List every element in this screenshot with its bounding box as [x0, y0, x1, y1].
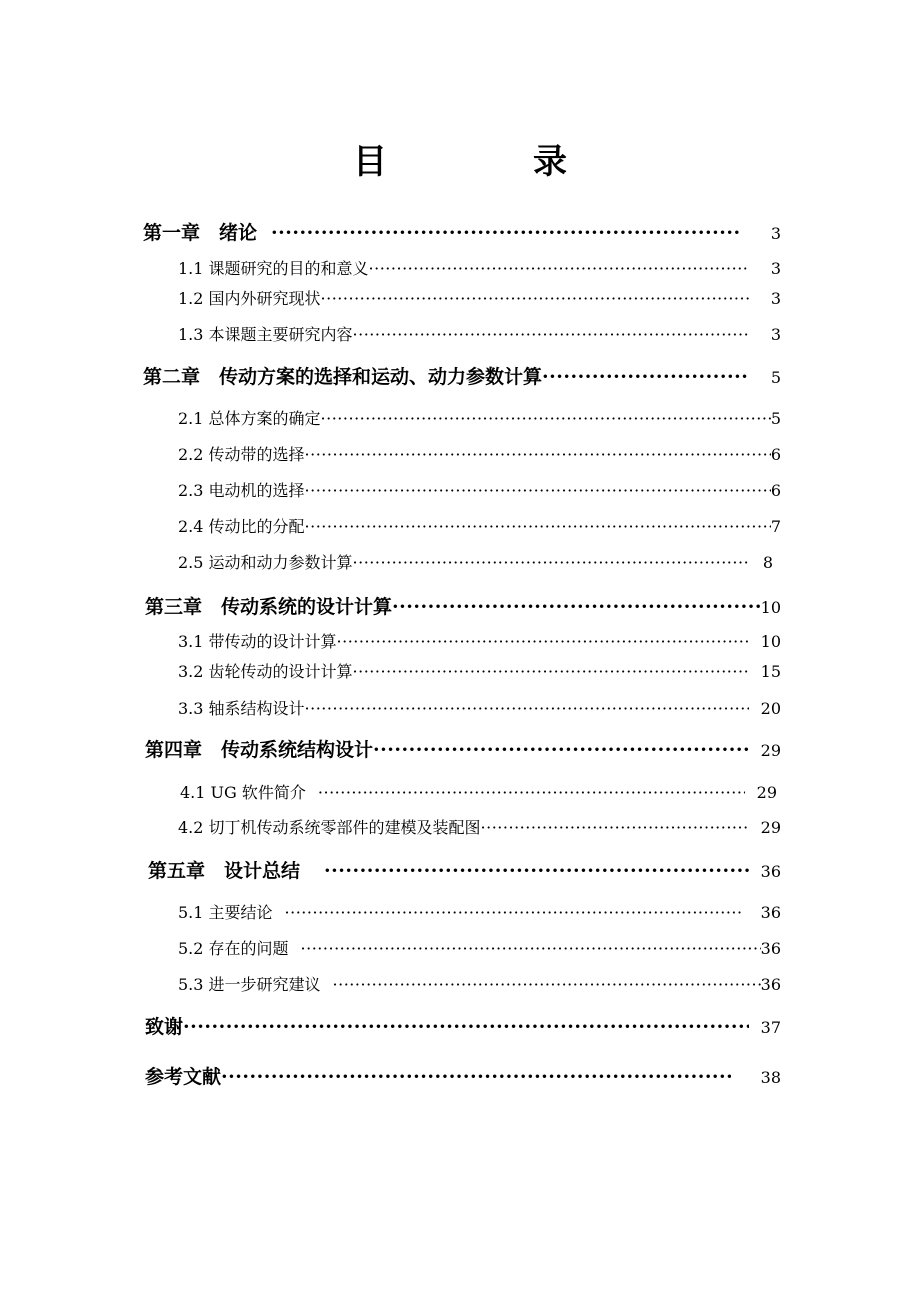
- toc-entry-references[interactable]: [145, 1062, 781, 1092]
- toc-entry-page: 7: [770, 517, 781, 536]
- dot-leader: [321, 284, 749, 314]
- toc-entry-page: 3: [770, 259, 781, 278]
- toc-entry-page: 5: [770, 409, 781, 428]
- toc-entry-section-5-1[interactable]: [178, 898, 781, 928]
- dot-leader: [337, 627, 749, 657]
- dot-leader: [305, 512, 771, 542]
- dot-leader: [392, 592, 761, 622]
- toc-entry-label: 4.2 切丁机传动系统零部件的建模及装配图: [178, 818, 481, 837]
- toc-entry-page: 36: [760, 975, 781, 994]
- toc-entry-label: 参考文献: [145, 1066, 222, 1088]
- toc-entry-section-1-2[interactable]: [178, 284, 781, 314]
- dot-leader: [305, 476, 771, 506]
- dot-leader: [542, 362, 749, 392]
- toc-entry-page: 15: [760, 662, 781, 681]
- toc-entry-page: 29: [760, 818, 781, 837]
- toc-entry-page: 36: [760, 903, 781, 922]
- toc-entry-section-4-1[interactable]: [180, 778, 777, 808]
- toc-title: 目 录: [353, 142, 623, 182]
- toc-entry-section-2-5[interactable]: [178, 548, 773, 578]
- toc-entry-label: 第五章 设计总结: [148, 860, 301, 882]
- toc-entry-section-2-1[interactable]: [178, 404, 781, 434]
- toc-entry-label: 5.3 进一步研究建议: [178, 975, 321, 994]
- toc-entry-section-1-1[interactable]: [178, 254, 781, 284]
- dot-leader: [369, 254, 749, 284]
- toc-entry-page: 3: [770, 289, 781, 308]
- dot-leader: [285, 898, 741, 928]
- dot-leader: [481, 813, 749, 843]
- toc-entry-label: 第三章 传动系统的设计计算: [145, 596, 393, 618]
- dot-leader: [183, 1012, 749, 1042]
- dot-leader: [221, 1062, 731, 1092]
- toc-entry-page: 8: [762, 553, 773, 572]
- dot-leader: [353, 548, 749, 578]
- toc-entry-label: 2.1 总体方案的确定: [178, 409, 321, 428]
- toc-entry-page: 10: [760, 598, 781, 617]
- dot-leader: [318, 778, 745, 808]
- dot-leader: [324, 856, 749, 886]
- toc-entry-page: 3: [770, 224, 781, 243]
- dot-leader: [353, 657, 749, 687]
- toc-entry-section-3-3[interactable]: [178, 694, 781, 724]
- dot-leader: [373, 735, 749, 765]
- toc-entry-label: 2.4 传动比的分配: [178, 517, 305, 536]
- toc-entry-chapter-2[interactable]: [143, 362, 781, 392]
- toc-entry-page: 29: [756, 783, 777, 802]
- toc-entry-label: 5.1 主要结论: [178, 903, 273, 922]
- toc-entry-section-2-3[interactable]: [178, 476, 781, 506]
- toc-entry-section-5-3[interactable]: [178, 970, 781, 1000]
- toc-entry-label: 致谢: [145, 1016, 184, 1038]
- dot-leader: [333, 970, 761, 1000]
- toc-entry-label: 2.3 电动机的选择: [178, 481, 305, 500]
- toc-entry-chapter-3[interactable]: [145, 592, 781, 622]
- toc-entry-section-3-1[interactable]: [178, 627, 781, 657]
- toc-entry-label: 1.3 本课题主要研究内容: [178, 325, 353, 344]
- toc-entry-section-2-2[interactable]: [178, 440, 781, 470]
- toc-entry-page: 10: [760, 632, 781, 651]
- toc-entry-page: 6: [770, 445, 781, 464]
- dot-leader: [321, 404, 771, 434]
- toc-entry-label: 3.1 带传动的设计计算: [178, 632, 337, 651]
- toc-entry-label: 1.2 国内外研究现状: [178, 289, 321, 308]
- toc-entry-section-4-2[interactable]: [178, 813, 781, 843]
- toc-entry-page: 5: [770, 368, 781, 387]
- dot-leader: [305, 440, 771, 470]
- toc-entry-section-1-3[interactable]: [178, 320, 781, 350]
- toc-entry-chapter-1[interactable]: [143, 218, 781, 248]
- toc-entry-page: 37: [760, 1018, 781, 1037]
- toc-entry-page: 36: [760, 862, 781, 881]
- toc-entry-page: 20: [760, 699, 781, 718]
- toc-entry-page: 36: [760, 939, 781, 958]
- dot-leader: [305, 694, 749, 724]
- toc-entry-acknowledgements[interactable]: [145, 1012, 781, 1042]
- toc-entry-label: 4.1 UG 软件简介: [180, 783, 306, 802]
- toc-entry-page: 3: [770, 325, 781, 344]
- toc-entry-label: 5.2 存在的问题: [178, 939, 289, 958]
- toc-entry-label: 2.5 运动和动力参数计算: [178, 553, 353, 572]
- dot-leader: [301, 934, 761, 964]
- toc-entry-label: 3.2 齿轮传动的设计计算: [178, 662, 353, 681]
- toc-entry-section-2-4[interactable]: [178, 512, 781, 542]
- toc-entry-label: 3.3 轴系结构设计: [178, 699, 305, 718]
- toc-entry-page: 6: [770, 481, 781, 500]
- toc-entry-label: 第二章 传动方案的选择和运动、动力参数计算: [143, 366, 543, 388]
- toc-entry-page: 38: [760, 1068, 781, 1087]
- toc-entry-section-5-2[interactable]: [178, 934, 781, 964]
- dot-leader: [271, 218, 741, 248]
- toc-entry-label: 2.2 传动带的选择: [178, 445, 305, 464]
- toc-entry-label: 第一章 绪论: [143, 222, 258, 244]
- toc-entry-section-3-2[interactable]: [178, 657, 781, 687]
- toc-entry-label: 1.1 课题研究的目的和意义: [178, 259, 369, 278]
- toc-entry-label: 第四章 传动系统结构设计: [145, 739, 374, 761]
- toc-entry-chapter-4[interactable]: [145, 735, 781, 765]
- dot-leader: [353, 320, 749, 350]
- toc-entry-page: 29: [760, 741, 781, 760]
- toc-entry-chapter-5[interactable]: [148, 856, 781, 886]
